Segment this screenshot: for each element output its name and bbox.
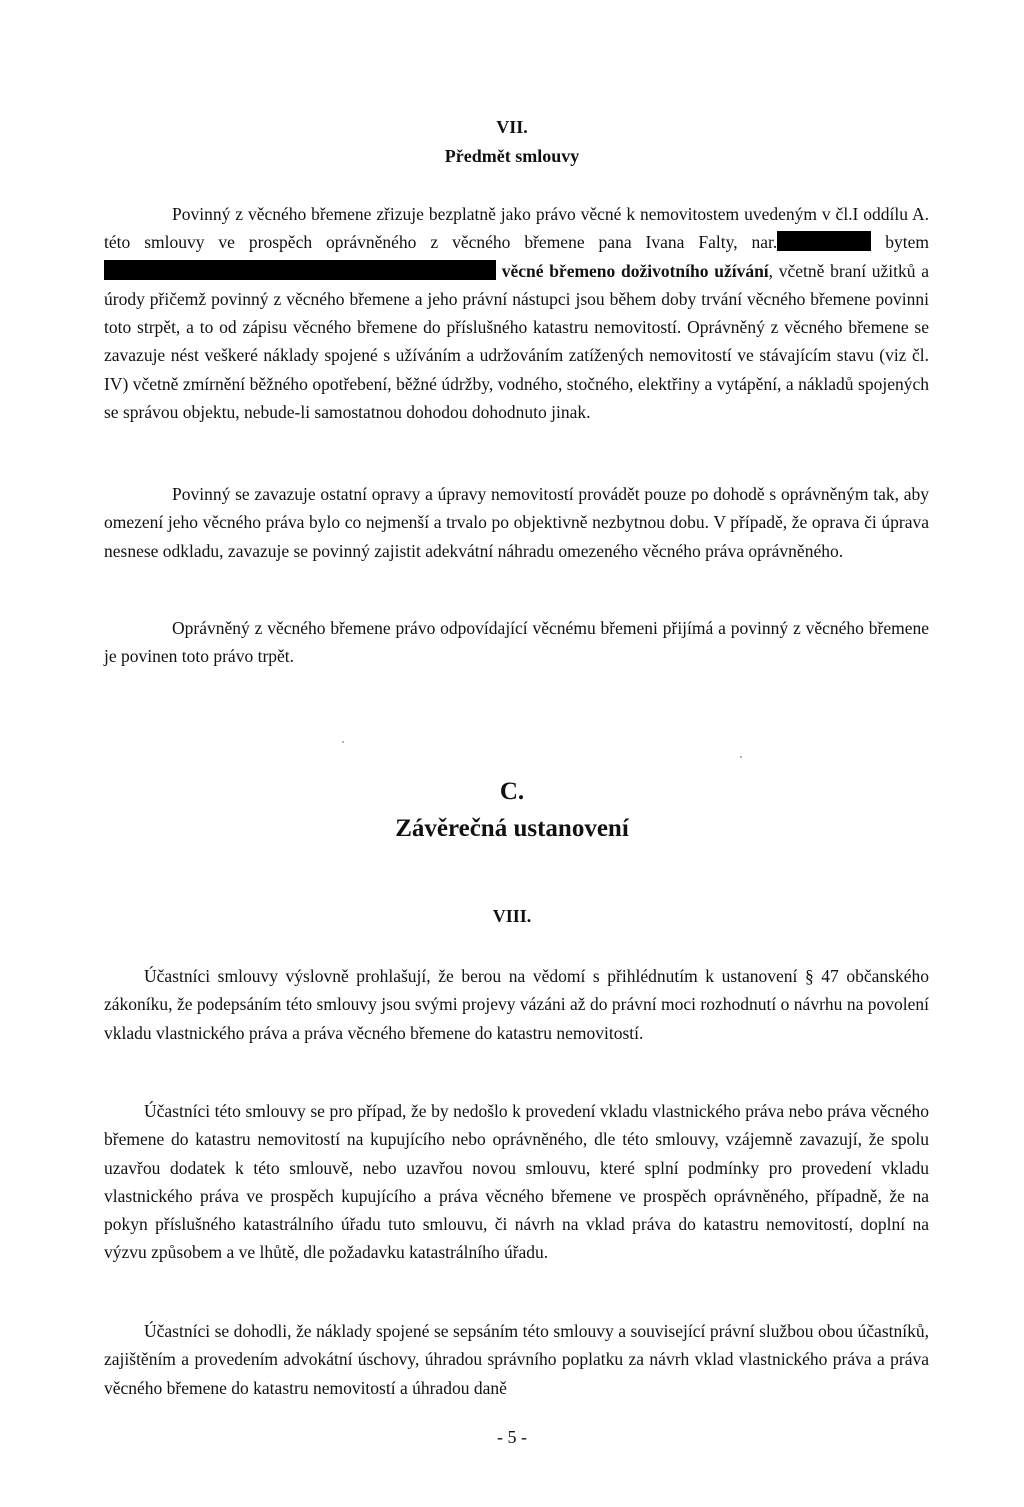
section-viii-paragraph-1: Účastníci smlouvy výslovně prohlašují, že berou na vědomí s přihlédnutím k ustanovení § 47 občanského zákoníku, že podepsáním této smlouvy jsou svými projevy vázáni až do právní moci rozhodnutí o návrhu na povolení vkladu vlastnického práva a práva věcného břemene do katastru nemovitostí. xyxy=(104,966,929,1043)
section-viii-paragraph-2: Účastníci této smlouvy se pro případ, že by nedošlo k provedení vkladu vlastnického práva nebo práva věcného břemene do katastru nemovitostí na kupujícího nebo oprávněného, dle této smlouvy, vzájemně zavazují, že spolu uzavřou dodatek k této smlouvě, nebo uzavřou novou smlouvu, které splní podmínky pro provedení vkladu vlastnického práva ve prospěch kupujícího a práva věcného břemene ve prospěch oprávněného, případně, že na pokyn příslušného katastrálního úřadu tuto smlouvu, či návrh na vklad práva do katastru nemovitostí, doplní na výzvu způsobem a ve lhůtě, dle požadavku katastrálního úřadu. xyxy=(104,1101,929,1263)
section-vii-number: VII. xyxy=(496,117,528,137)
paragraph-text: , včetně braní užitků a úrody přičemž povinný z věcného břemene a jeho právní nástupci jsou během doby trvání věcného břemene povinni toto strpět, a to od zápisu věcného břemene do příslušného katastru nemovitostí. Oprávněný z věcného břemene se zavazuje nést veškeré náklady spojené s užíváním a udržováním zatížených nemovitostí ve stávajícím stavu (viz čl. IV) včetně zmírnění běžného opotřebení, běžné údržby, vodného, stočného, elektřiny a vytápění, a nákladů spojených se správou objektu, nebude-li samostatnou dohodou dohodnuto jinak. xyxy=(104,260,929,423)
section-vii-paragraph-1 xyxy=(104,200,929,426)
paragraph-text: Povinný z věcného břemene zřizuje bezplatně jako právo věcné k nemovitostem uvedeným v čl.I oddílu A. této smlouvy ve prospěch oprávněného z věcného břemene pana Ivana Falty, nar. xyxy=(104,204,929,253)
part-c-letter: C. xyxy=(499,778,525,805)
redaction-box xyxy=(777,231,871,251)
emphasized-text: věcné břemeno doživotního užívání xyxy=(501,260,769,281)
scan-speck xyxy=(740,756,742,758)
section-viii-number: VIII. xyxy=(492,906,532,926)
section-vii-paragraph-3: Oprávněný z věcného břemene právo odpovídající věcnému břemeni přijímá a povinný z věcného břemene je povinen toto právo trpět. xyxy=(104,618,929,667)
section-vii-title: Předmět smlouvy xyxy=(444,146,580,166)
redaction-box xyxy=(104,260,496,280)
paragraph-text: bytem xyxy=(885,232,930,253)
page-number: - 5 - xyxy=(497,1427,527,1447)
part-c-title: Závěrečná ustanovení xyxy=(395,815,629,842)
section-viii-paragraph-3: Účastníci se dohodli, že náklady spojené se sepsáním této smlouvy a související právní službou obou účastníků, zajištěním a provedením advokátní úschovy, úhradou správního poplatku za návrh vklad vlastnického práva a práva věcného břemene do katastru nemovitostí a úhradou daně xyxy=(104,1321,929,1398)
scan-speck xyxy=(342,741,344,743)
section-vii-paragraph-2: Povinný se zavazuje ostatní opravy a úpravy nemovitostí provádět pouze po dohodě s oprávněným tak, aby omezení jeho věcného práva bylo co nejmenší a trvalo po objektivně nezbytnou dobu. V případě, že oprava či úprava nesnese odkladu, zavazuje se povinný zajistit adekvátní náhradu omezeného věcného práva oprávněného. xyxy=(104,484,929,561)
